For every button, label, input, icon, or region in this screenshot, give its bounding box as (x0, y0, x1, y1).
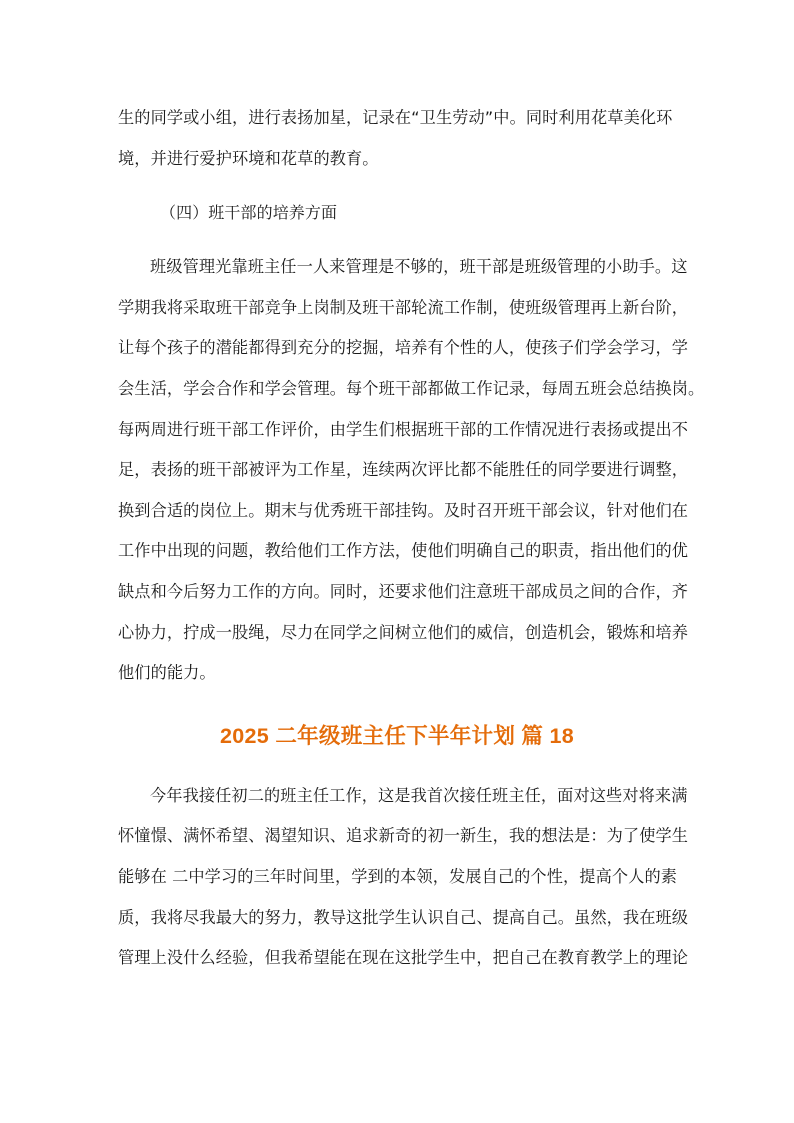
text-line: 他们的能力。 (118, 663, 216, 683)
section-subheading: （四）班干部的培养方面 (160, 203, 338, 223)
text-line: 能够在 二中学习的三年时间里，学到的本领，发展自己的个性，提高个人的素 (118, 866, 678, 886)
paragraph-gap (118, 234, 678, 247)
text-line: 管理上没什么经验，但我希望能在现在这批学生中，把自己在教育教学上的理论 (118, 948, 689, 968)
text-line: 工作中出现的问题，教给他们工作方法，使他们明确自己的职责，指出他们的优 (118, 541, 689, 561)
text-line: 每两周进行班干部工作评价，由学生们根据班干部的工作情况进行表扬或提出不 (118, 419, 689, 439)
text-line: 会生活，学会合作和学会管理。每个班干部都做工作记录，每周五班会总结换岗。 (118, 378, 705, 398)
document-body (118, 98, 705, 979)
article-title: 2025 二年级班主任下半年计划 篇 18 (220, 723, 574, 748)
text-line: 班级管理光靠班主任一人来管理是不够的，班干部是班级管理的小助手。这 (150, 257, 688, 277)
text-line: 怀憧憬、满怀希望、渴望知识、追求新奇的初一新生，我的想法是：为了使学生 (118, 826, 689, 846)
text-line: 让每个孩子的潜能都得到充分的挖掘，培养有个性的人，使孩子们学会学习，学 (118, 338, 689, 358)
paragraph-hygiene-continued (118, 98, 678, 179)
text-line: 足，表扬的班干部被评为工作星，连续两次评比都不能胜任的同学要进行调整， (118, 460, 689, 480)
paragraph-intro (118, 776, 689, 979)
text-line: 换到合适的岗位上。期末与优秀班干部挂钩。及时召开班干部会议，针对他们在 (118, 500, 689, 520)
paragraph-class-cadre (118, 247, 705, 694)
text-line: 缺点和今后努力工作的方向。同时，还要求他们注意班干部成员之间的合作，齐 (118, 581, 689, 601)
text-line: 心协力，拧成一股绳，尽力在同学之间树立他们的威信，创造机会，锻炼和培养 (118, 622, 689, 642)
text-line: 生的同学或小组，进行表扬加星，记录在“卫生劳动”中。同时利用花草美化环 (118, 108, 673, 127)
text-line: 学期我将采取班干部竞争上岗制及班干部轮流工作制，使班级管理再上新台阶， (118, 297, 689, 317)
text-line: 质，我将尽我最大的努力，教导这批学生认识自己、提高自己。虽然，我在班级 (118, 907, 689, 927)
text-line: 今年我接任初二的班主任工作，这是我首次接任班主任，面对这些对将来满 (150, 785, 688, 805)
text-line: 境，并进行爱护环境和花草的教育。 (118, 148, 379, 168)
paragraph-gap (118, 179, 678, 192)
